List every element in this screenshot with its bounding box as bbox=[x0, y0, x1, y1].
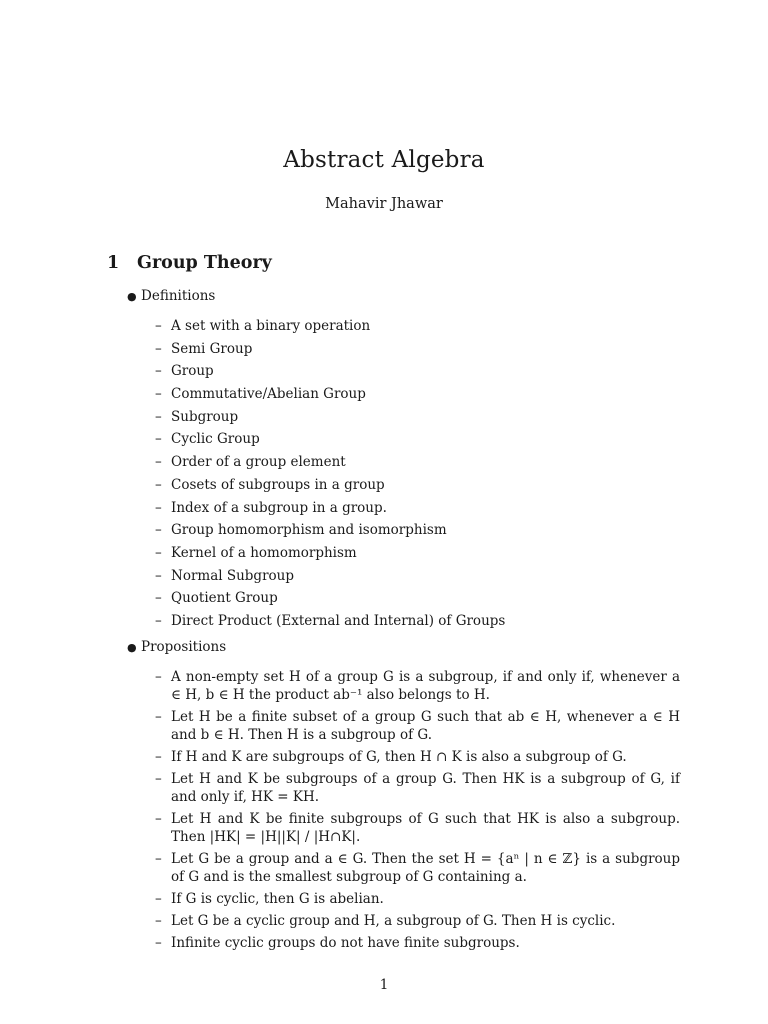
list-item: – Let H be a finite subset of a group G such that ab ∈ H, whenever a ∈ H and b ∈ H. Then H is a subgroup of G. bbox=[155, 708, 680, 744]
list-item: – Let G be a cyclic group and H, a subgroup of G. Then H is cyclic. bbox=[155, 912, 680, 930]
propositions-label: Propositions bbox=[141, 639, 227, 655]
list-item: – Quotient Group bbox=[155, 589, 505, 612]
list-item: – Direct Product (External and Internal) of Groups bbox=[155, 612, 505, 635]
list-item: – Group homomorphism and isomorphism bbox=[155, 521, 505, 544]
definitions-bullet bbox=[127, 288, 215, 304]
list-item: – Commutative/Abelian Group bbox=[155, 385, 505, 408]
list-item: – Let G be a group and a ∈ G. Then the set H = {aⁿ | n ∈ ℤ} is a subgroup of G and is the smallest subgroup of G containing a. bbox=[155, 850, 680, 886]
bullet-dot-icon: ● bbox=[127, 290, 137, 303]
list-item: – Cosets of subgroups in a group bbox=[155, 476, 505, 499]
list-item: – Index of a subgroup in a group. bbox=[155, 499, 505, 522]
list-item: – A set with a binary operation bbox=[155, 317, 505, 340]
list-item: – Infinite cyclic groups do not have finite subgroups. bbox=[155, 934, 680, 952]
list-item: – Normal Subgroup bbox=[155, 567, 505, 590]
definitions-label: Definitions bbox=[141, 288, 216, 304]
list-item: – If H and K are subgroups of G, then H ∩ K is also a subgroup of G. bbox=[155, 748, 680, 766]
list-item: – Semi Group bbox=[155, 340, 505, 363]
list-item: – Kernel of a homomorphism bbox=[155, 544, 505, 567]
section-title: Group Theory bbox=[137, 253, 272, 273]
section-heading bbox=[107, 253, 272, 273]
document-author: Mahavir Jhawar bbox=[325, 196, 443, 212]
bullet-dot-icon: ● bbox=[127, 641, 137, 654]
propositions-list bbox=[155, 668, 680, 956]
section-number: 1 bbox=[107, 253, 120, 273]
propositions-bullet bbox=[127, 639, 226, 655]
list-item: – Cyclic Group bbox=[155, 430, 505, 453]
list-item: – Let H and K be finite subgroups of G such that HK is also a subgroup. Then |HK| = |H||K| / |H∩K|. bbox=[155, 810, 680, 846]
definitions-list bbox=[155, 317, 505, 635]
page-number: 1 bbox=[379, 977, 389, 993]
list-item: – Order of a group element bbox=[155, 453, 505, 476]
list-item: – A non-empty set H of a group G is a subgroup, if and only if, whenever a ∈ H, b ∈ H the product ab⁻¹ also belongs to H. bbox=[155, 668, 680, 704]
list-item: – If G is cyclic, then G is abelian. bbox=[155, 890, 680, 908]
list-item: – Let H and K be subgroups of a group G. Then HK is a subgroup of G, if and only if, HK = KH. bbox=[155, 770, 680, 806]
document-title: Abstract Algebra bbox=[283, 147, 485, 173]
list-item: – Subgroup bbox=[155, 408, 505, 431]
list-item: – Group bbox=[155, 362, 505, 385]
